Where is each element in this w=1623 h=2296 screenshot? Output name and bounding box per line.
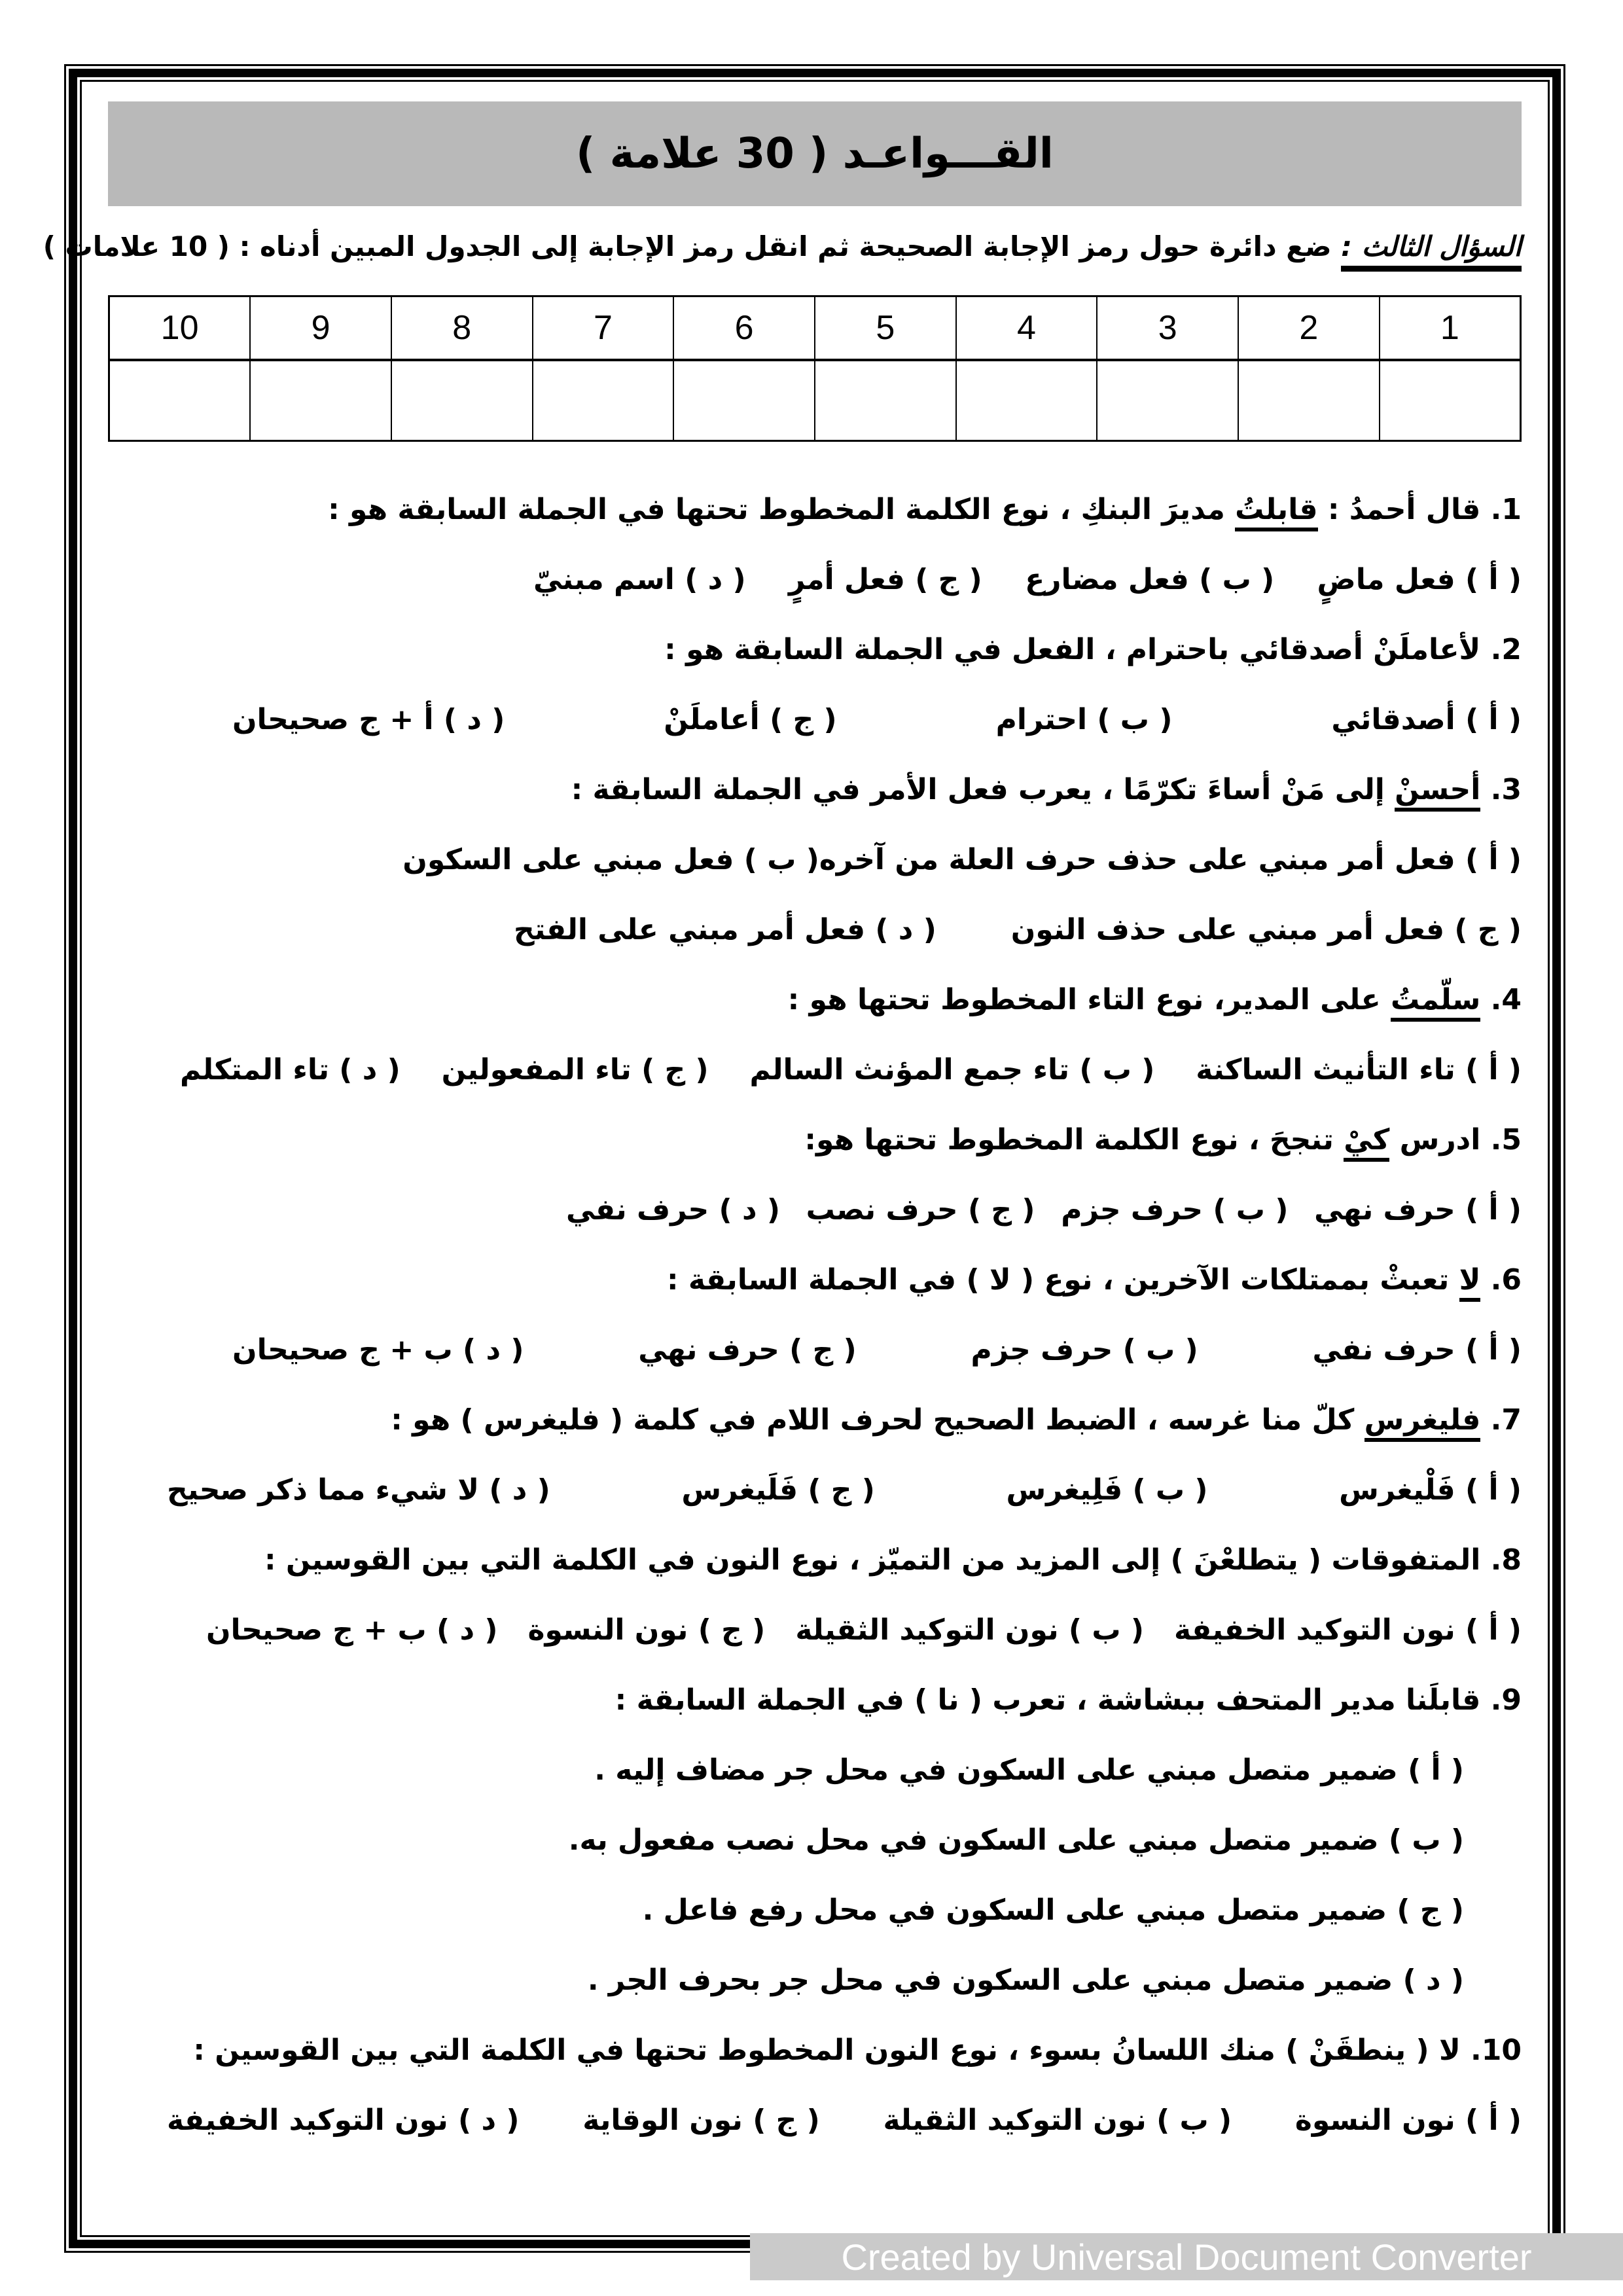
option: ( أ ) نون النسوة [1294,2104,1522,2137]
question-10-options [108,2085,1522,2155]
option: ( ب ) نون التوكيد الثقيلة [883,2104,1232,2137]
option: ( د ) تاء المتكلم [180,1053,401,1086]
option: ( ب ) فَلِيغرس [1006,1473,1208,1507]
answer-header-cell: 4 [956,296,1097,361]
answer-cell[interactable] [1097,360,1238,441]
question-8-text: 8. المتفوقات ( يتطلعْنَ ) إلى المزيد من التميّز ، نوع النون في الكلمة التي بين القوسين : [264,1543,1522,1577]
option: ( أ ) حرف نهي [1314,1193,1522,1227]
option: ( د ) فعل أمر مبني على الفتح [514,913,936,946]
option: ( ب ) نون التوكيد الثقيلة [795,1613,1144,1647]
answer-cell[interactable] [673,360,815,441]
option: ( ج ) ضمير متصل مبني على السكون في محل رفع فاعل . [642,1893,1464,1927]
answer-table [108,295,1522,442]
answer-header-cell: 6 [673,296,815,361]
instruction-label: السؤال الثالث : [1341,230,1522,272]
option: ( ج ) فعل أمر مبني على حذف النون [1010,913,1522,946]
answer-header-cell: 1 [1380,296,1521,361]
question-number: 10. [1471,2034,1522,2067]
answer-cell[interactable] [1380,360,1521,441]
answer-header-cell: 2 [1238,296,1380,361]
option: ( ب ) ضمير متصل مبني على السكون في محل نصب مفعول به. [568,1823,1464,1857]
option: ( د ) اسم مبنيّ [533,563,746,596]
option: ( ب ) تاء جمع المؤنث السالم [749,1053,1155,1086]
question-9-text: 9. قابلَنا مدير المتحف ببشاشة ، تعرب ( نا ) في الجملة السابقة : [615,1683,1522,1717]
option: ( ج ) حرف نهي [638,1333,857,1367]
option: ( ب ) فعل مبني على السكون [402,843,819,876]
question-9-option-d [108,1945,1522,2015]
question-4-options [108,1035,1522,1105]
option: ( أ ) حرف نفي [1312,1333,1522,1367]
answer-cell[interactable] [815,360,956,441]
instruction-text: ضع دائرة حول رمز الإجابة الصحيحة ثم انقل رمز الإجابة إلى الجدول المبين أدناه : [239,230,1332,262]
question-number: 7. [1490,1403,1522,1437]
question-4-text: 4. سلّمتُ على المدير، نوع التاء المخطوط تحتها هو : [108,965,1522,1035]
question-number: 8. [1490,1543,1522,1577]
answer-table-answer-row [109,360,1521,441]
watermark-bar [750,2233,1623,2280]
answer-cell[interactable] [1238,360,1380,441]
option: ( د ) ضمير متصل مبني على السكون في محل جر بحرف الجر . [587,1964,1464,1997]
question-3-options-row-1 [108,825,1522,895]
option: ( د ) نون التوكيد الخفيفة [167,2104,520,2137]
page-frame [43,64,1565,2253]
question-number: 3. [1490,773,1522,806]
answer-cell[interactable] [250,360,391,441]
question-9-option-b [108,1805,1522,1875]
option: ( أ ) أصدقائي [1331,703,1522,736]
answer-header-cell: 7 [533,296,674,361]
instruction [43,226,1522,268]
option: ( ج ) فَلَيغرس [681,1473,875,1507]
question-2-options [108,685,1522,755]
question-number: 9. [1490,1683,1522,1717]
question-3-options-row-2 [108,895,1522,965]
question-6-options [108,1315,1522,1385]
instruction-marks: ( 10 علامات ) [43,230,230,262]
option: ( أ ) فَلْيغرس [1339,1473,1522,1507]
question-number: 5. [1490,1123,1522,1157]
title-banner [108,101,1522,206]
answer-header-cell: 10 [109,296,251,361]
option: ( ج ) حرف نصب [806,1193,1035,1227]
option: ( أ ) فعل ماضٍ [1317,563,1522,596]
answer-header-cell: 8 [391,296,533,361]
watermark-text: Created by Universal Document Converter [841,2236,1532,2278]
question-7-text: 7. فليغرس كلّ منا غرسه ، الضبط الصحيح لحرف اللام في كلمة ( فليغرس ) هو : [108,1385,1522,1455]
question-5-text: 5. ادرس كيْ تنجحَ ، نوع الكلمة المخطوط تحتها هو: [108,1105,1522,1175]
underlined-word: لا [1459,1263,1481,1302]
page-content [43,80,1550,2237]
option: ( د ) لا شيء مما ذكر صحيح [167,1473,550,1507]
question-5-options [108,1175,1522,1245]
answer-cell[interactable] [956,360,1097,441]
option: ( ب ) فعل مضارع [1025,563,1275,596]
question-number: 4. [1490,983,1522,1016]
question-6-text: 6. لا تعبثْ بممتلكات الآخرين ، نوع ( لا ) في الجملة السابقة : [108,1245,1522,1315]
page-frame-thick-rule [43,69,1561,2248]
option: ( أ ) نون التوكيد الخفيفة [1174,1613,1522,1647]
option: ( أ ) فعل أمر مبني على حذف حرف العلة من آخره [819,843,1522,876]
option: ( ب ) احترام [995,703,1173,736]
question-10-text: 10. لا ( ينطقَنْ ) منك اللسانُ بسوء ، نوع النون المخطوط تحتها في الكلمة التي بين القوسين : [193,2034,1522,2067]
option: ( د ) أ + ج صحيحان [232,703,505,736]
page-title: القـــواعـد ( 30 علامة ) [576,130,1054,178]
underlined-word: كيْ [1344,1123,1389,1162]
question-3-text: 3. أحسنْ إلى مَنْ أساءَ تكرّمًا ، يعرب فعل الأمر في الجملة السابقة : [108,755,1522,825]
question-7-options [108,1455,1522,1525]
question-2-text: 2. لأعاملَنْ أصدقائي باحترام ، الفعل في الجملة السابقة هو : [664,633,1522,666]
option: ( ج ) نون النسوة [527,1613,766,1647]
answer-header-cell: 9 [250,296,391,361]
option: ( ج ) أعاملَنْ [664,703,837,736]
question-number: 1. [1490,493,1522,526]
option: ( ج ) نون الوقاية [582,2104,820,2137]
underlined-word: سلّمتُ [1391,983,1480,1022]
question-1-options [108,545,1522,615]
option: ( ج ) تاء المفعولين [441,1053,709,1086]
option: ( أ ) تاء التأنيث الساكنة [1196,1053,1522,1086]
questions-list [108,475,1522,2155]
answer-cell[interactable] [109,360,251,441]
option: ( د ) ب + ج صحيحان [206,1613,498,1647]
option: ( أ ) ضمير متصل مبني على السكون في محل جر مضاف إليه . [594,1753,1464,1787]
answer-cell[interactable] [391,360,533,441]
question-9-option-a [108,1735,1522,1805]
question-9-option-c [108,1875,1522,1945]
underlined-word: فليغرس [1364,1403,1481,1442]
option: ( د ) ب + ج صحيحان [232,1333,524,1367]
underlined-word: أحسنْ [1395,773,1480,812]
question-number: 2. [1490,633,1522,666]
question-number: 6. [1490,1263,1522,1297]
answer-header-cell: 3 [1097,296,1238,361]
option: ( ب ) حرف جزم [1061,1193,1289,1227]
answer-header-cell: 5 [815,296,956,361]
underlined-word: قابلتُ [1235,493,1317,531]
answer-table-header-row [109,296,1521,361]
option: ( ج ) فعل أمرٍ [788,563,982,596]
question-1-text: 1. قال أحمدُ : قابلتُ مديرَ البنكِ ، نوع الكلمة المخطوط تحتها في الجملة السابقة هو : [108,475,1522,545]
answer-cell[interactable] [533,360,674,441]
option: ( ب ) حرف جزم [971,1333,1198,1367]
question-8-options [108,1595,1522,1665]
option: ( د ) حرف نفي [566,1193,780,1227]
